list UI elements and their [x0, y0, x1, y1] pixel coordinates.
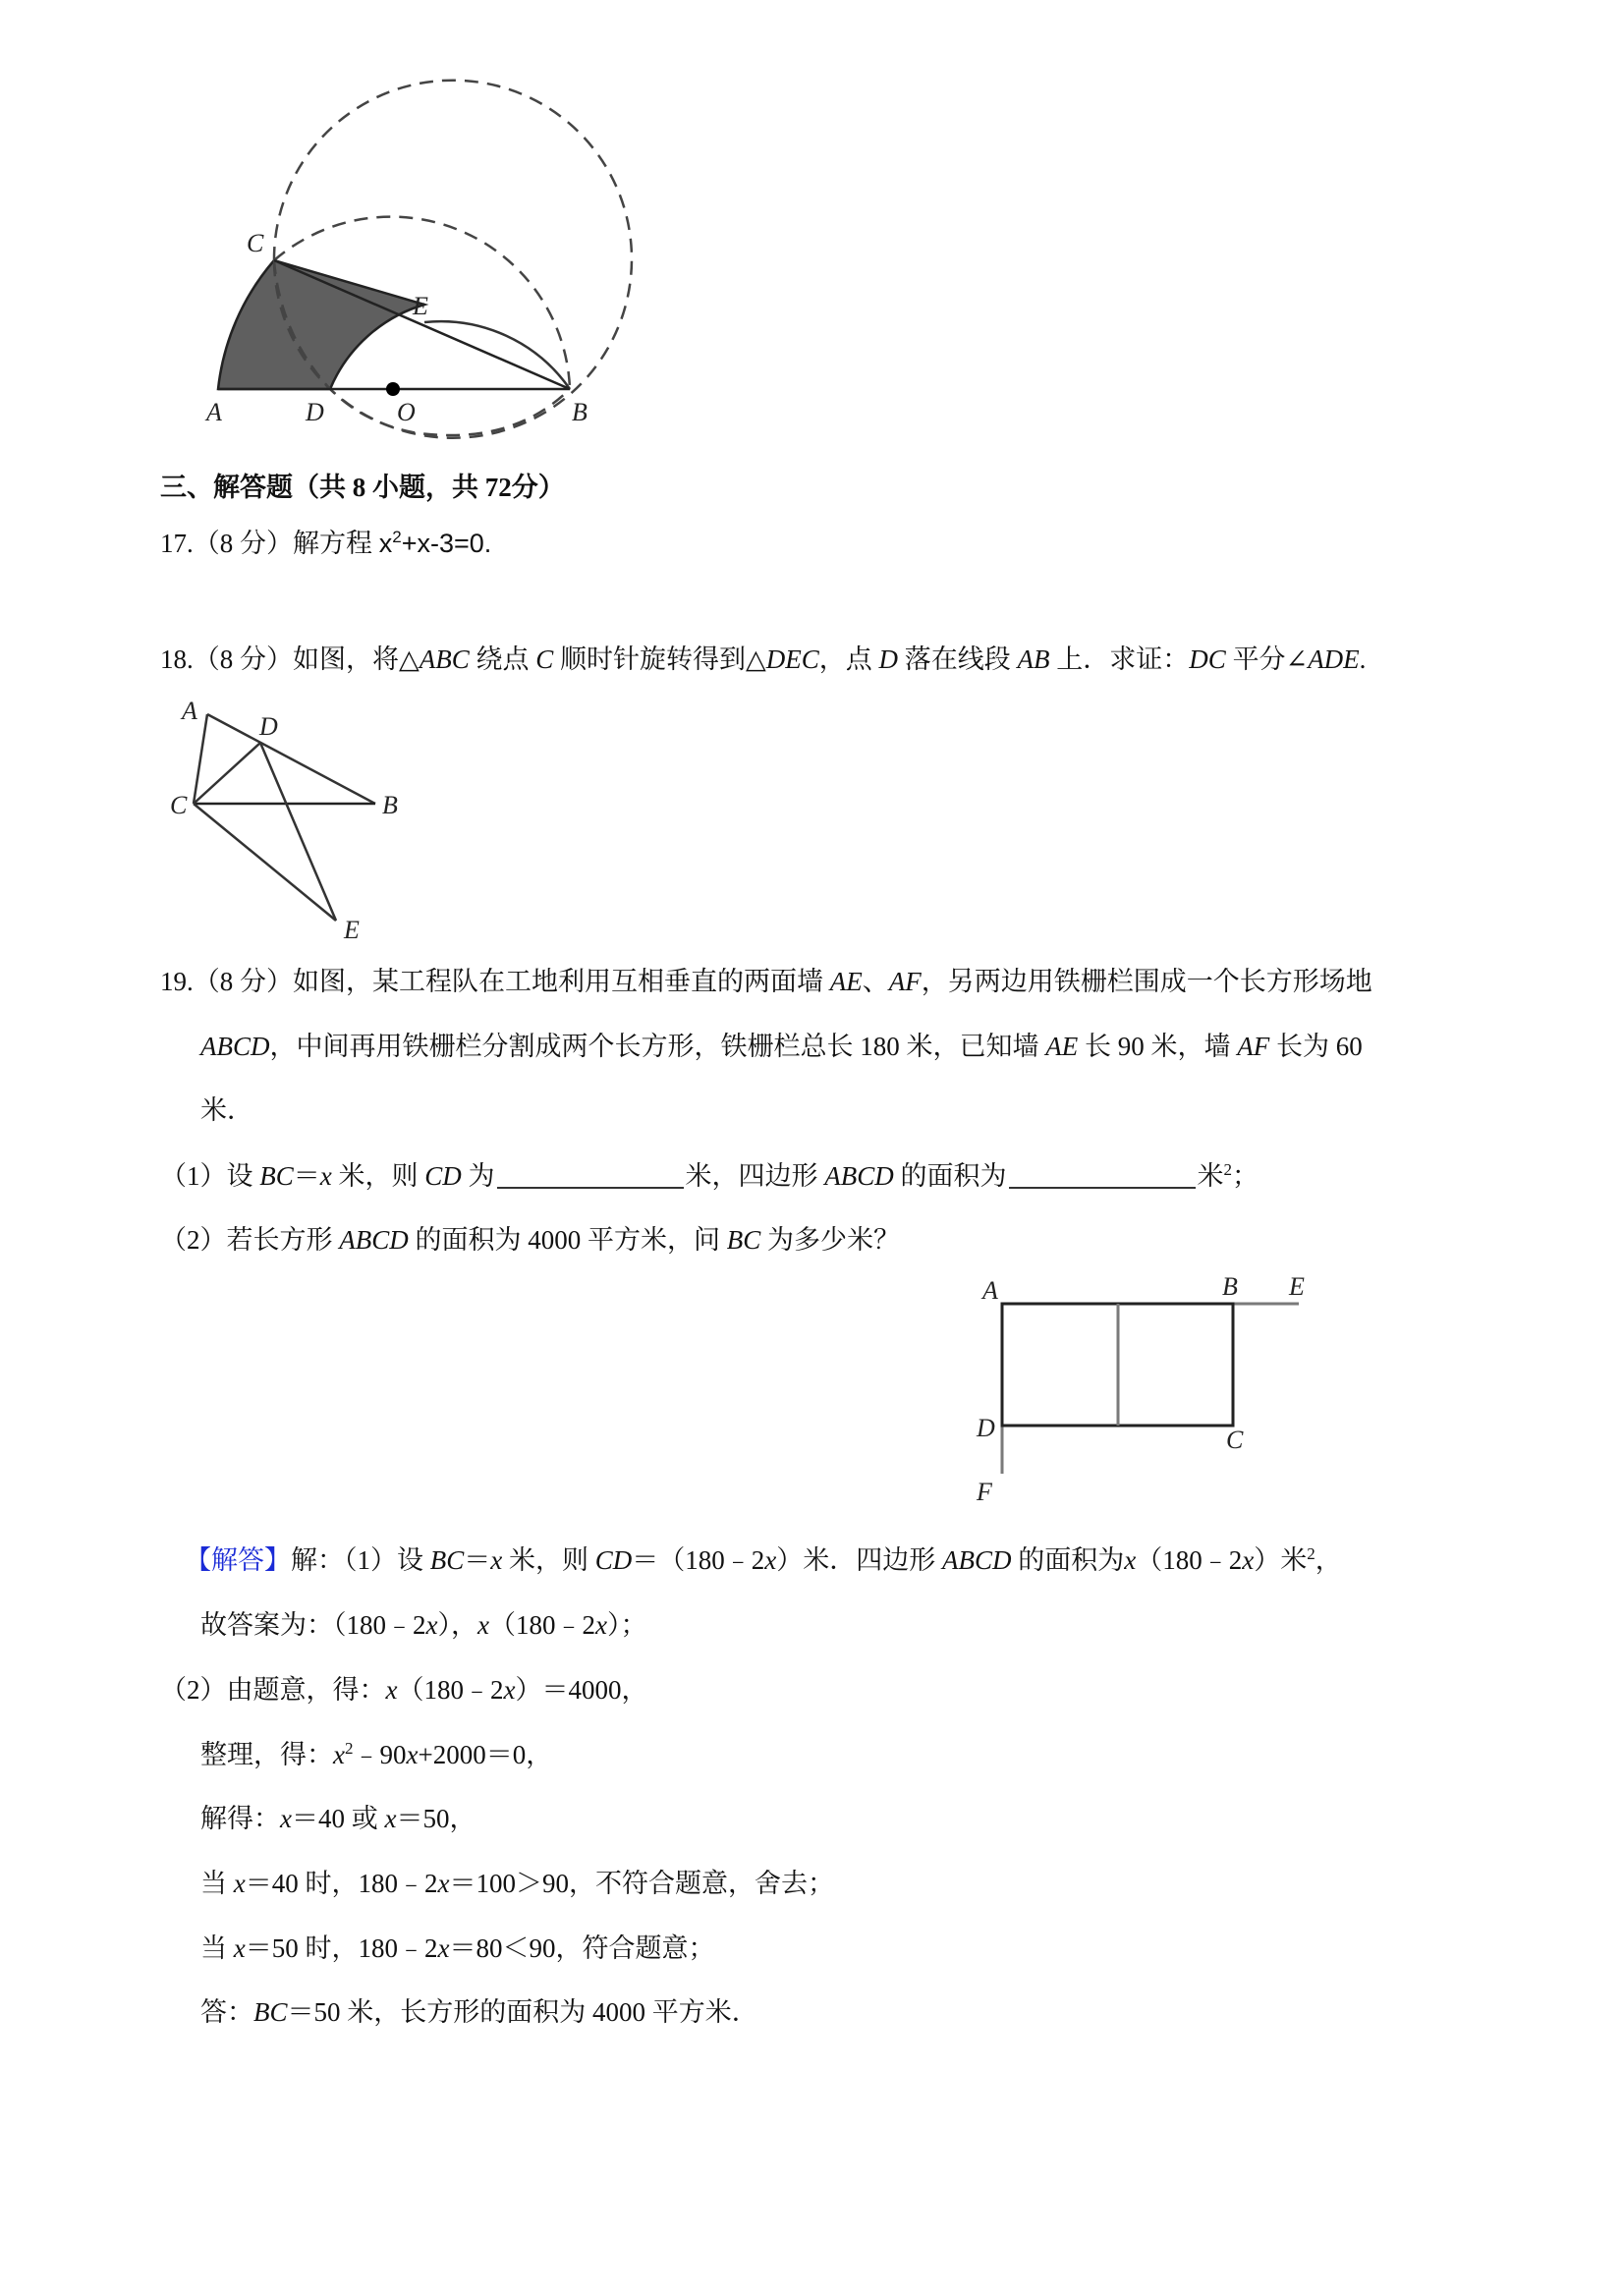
question-19-line-2: ABCD，中间再用铁栅栏分割成两个长方形，铁栅栏总长 180 米，已知墙 AE 长 90 米，墙 AF 长为 60	[200, 1032, 1363, 1061]
label-c: C	[247, 229, 264, 257]
section-suffix: 分）	[511, 473, 565, 502]
answer-tag: 【解答】	[185, 1545, 291, 1575]
label-a: A	[206, 398, 222, 426]
question-19-line-1: 19.（8 分）如图，某工程队在工地利用互相垂直的两面墙 AE、AF，另两边用铁栅栏围成一个长方形场地	[160, 967, 1372, 996]
label-d: D	[977, 1414, 995, 1442]
answer-line-3: （2）由题意，得：x（180﹣2x）＝4000，	[160, 1675, 648, 1705]
answer-line-8: 答：BC＝50 米，长方形的面积为 4000 平方米．	[200, 1997, 758, 2027]
label-d: D	[259, 712, 278, 741]
label-e: E	[413, 292, 428, 320]
question-19-part-2: （2）若长方形 ABCD 的面积为 4000 平方米，问 BC 为多少米？	[160, 1225, 901, 1255]
label-o: O	[397, 398, 416, 426]
q17-equation: $x^2+x-3=0$.	[378, 527, 492, 558]
section-count: 8	[352, 473, 366, 502]
question-18: 18.（8 分）如图，将△ABC 绕点 C 顺时针旋转得到△DEC，点 D 落在线段 AB 上．求证：DC 平分∠ADE.	[160, 644, 1367, 674]
label-a: A	[982, 1276, 998, 1305]
answer-line-4: 整理，得：$x^2﹣90x+2000=0$，	[200, 1738, 553, 1769]
section-score: 72	[484, 473, 512, 502]
answer-line-2: 故答案为：（180﹣2x），x（180﹣2x）；	[200, 1610, 647, 1640]
question-19-line-3: 米．	[200, 1095, 253, 1125]
label-e: E	[1289, 1272, 1305, 1301]
label-b: B	[572, 398, 588, 426]
question-19-part-1: （1）设 BC＝x 米，则 CD 为 米，四边形 ABCD 的面积为 米$^2$；	[160, 1159, 1259, 1191]
answer-line-5: 解得：x＝40 或 x＝50，	[200, 1804, 476, 1833]
answer-line-7: 当 x＝50 时，180﹣2x＝80＜90，符合题意；	[200, 1933, 715, 1963]
answer-line-6: 当 x＝40 时，180﹣2x＝100＞90，不符合题意，舍去；	[200, 1869, 834, 1898]
label-b: B	[382, 791, 398, 819]
label-f: F	[977, 1478, 992, 1506]
label-c: C	[1226, 1426, 1244, 1454]
label-d: D	[306, 398, 324, 426]
section-prefix: 三、解答题（共	[160, 473, 346, 502]
label-c: C	[170, 791, 188, 819]
label-e: E	[344, 916, 360, 944]
q17-text: 17.（8 分）解方程	[160, 529, 372, 558]
label-b: B	[1222, 1272, 1238, 1301]
label-a: A	[182, 697, 197, 725]
answer-line-1: 【解答】解：（1）设 BC＝x 米，则 CD＝（180﹣2x）米．四边形 ABCD 的面积为x（180﹣2x）米$^2$，	[185, 1543, 1342, 1575]
section-mid: 小题，共	[372, 473, 478, 502]
